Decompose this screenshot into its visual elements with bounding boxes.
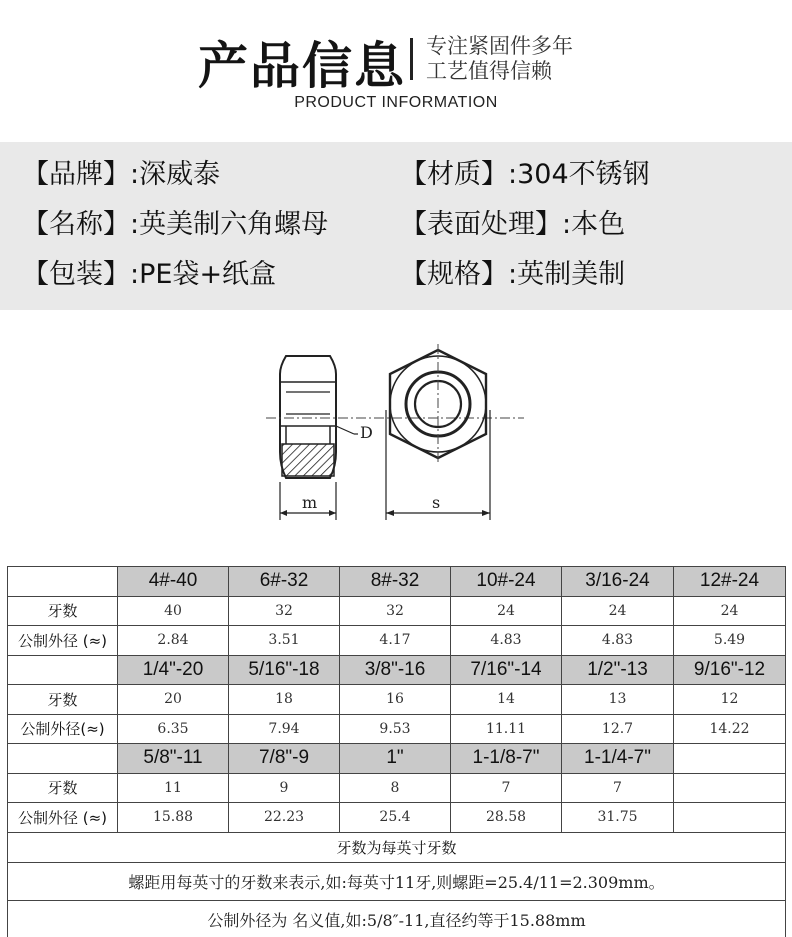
slogan: [426, 34, 573, 84]
diameter-cell: 11.11: [451, 714, 562, 744]
note-pitch-explanation: 螺距用每英寸的牙数来表示,如:每英寸11牙,则螺距=25.4/11=2.309mm。: [8, 862, 786, 900]
diameter-cell: 6.35: [118, 714, 229, 744]
info-brand: 【品牌】:深威泰: [22, 159, 221, 190]
empty-cell: [674, 803, 786, 833]
corner-cell: [8, 744, 118, 774]
size-row: [8, 655, 786, 685]
size-cell: 1/4"-20: [118, 655, 229, 685]
teeth-cell: 14: [451, 685, 562, 715]
row-label-diameter: 公制外径(≈): [8, 714, 118, 744]
spec-table: [7, 566, 786, 937]
diameter-cell: 9.53: [340, 714, 451, 744]
nut-side-view: [280, 356, 358, 520]
size-cell: 7/8"-9: [229, 744, 340, 774]
teeth-cell: 11: [118, 773, 229, 803]
product-info-panel: [0, 142, 792, 310]
size-cell: 7/16"-14: [451, 655, 562, 685]
size-cell: 12#-24: [674, 567, 786, 597]
teeth-cell: 40: [118, 596, 229, 626]
label-s: s: [432, 493, 441, 512]
size-cell: 1/2"-13: [562, 655, 674, 685]
diameter-cell: 7.94: [229, 714, 340, 744]
teeth-cell: 7: [562, 773, 674, 803]
teeth-cell: 12: [674, 685, 786, 715]
diameter-cell: 25.4: [340, 803, 451, 833]
teeth-row: [8, 773, 786, 803]
page-subtitle: PRODUCT INFORMATION: [294, 94, 498, 111]
info-packaging: 【包装】:PE袋+纸盒: [22, 259, 277, 290]
diameter-row: [8, 803, 786, 833]
corner-cell: [8, 655, 118, 685]
slogan-line-1: 专注紧固件多年: [426, 34, 573, 58]
teeth-cell: 20: [118, 685, 229, 715]
row-label-teeth: 牙数: [8, 596, 118, 626]
teeth-cell: 24: [674, 596, 786, 626]
teeth-cell: 18: [229, 685, 340, 715]
diameter-cell: 4.17: [340, 626, 451, 656]
size-cell: 3/16-24: [562, 567, 674, 597]
diameter-row: [8, 626, 786, 656]
diameter-cell: 22.23: [229, 803, 340, 833]
label-d: D: [360, 423, 373, 442]
diameter-cell: 5.49: [674, 626, 786, 656]
size-row: [8, 744, 786, 774]
teeth-cell: 8: [340, 773, 451, 803]
diameter-cell: 2.84: [118, 626, 229, 656]
corner-cell: [8, 567, 118, 597]
info-material: 【材质】:304不锈钢: [400, 159, 650, 190]
teeth-row: [8, 596, 786, 626]
note-row: [8, 900, 786, 937]
slogan-line-2: 工艺值得信赖: [426, 59, 552, 83]
diameter-cell: 4.83: [562, 626, 674, 656]
teeth-row: [8, 685, 786, 715]
diameter-cell: 12.7: [562, 714, 674, 744]
row-label-teeth: 牙数: [8, 773, 118, 803]
size-cell: 8#-32: [340, 567, 451, 597]
diameter-cell: 15.88: [118, 803, 229, 833]
teeth-cell: 24: [562, 596, 674, 626]
diameter-row: [8, 714, 786, 744]
size-cell: 1": [340, 744, 451, 774]
size-cell: 1-1/8-7": [451, 744, 562, 774]
info-surface: 【表面处理】:本色: [400, 209, 626, 240]
page-title: 产品信息: [198, 37, 406, 95]
size-cell: 5/8"-11: [118, 744, 229, 774]
note-row: [8, 832, 786, 862]
size-row: [8, 567, 786, 597]
diameter-cell: 28.58: [451, 803, 562, 833]
size-cell: 3/8"-16: [340, 655, 451, 685]
teeth-cell: 7: [451, 773, 562, 803]
teeth-cell: 16: [340, 685, 451, 715]
note-diameter-explanation: 公制外径为 名义值,如:5/8″-11,直径约等于15.88mm: [8, 900, 786, 937]
teeth-cell: 9: [229, 773, 340, 803]
row-label-diameter: 公制外径 (≈): [8, 626, 118, 656]
teeth-cell: 13: [562, 685, 674, 715]
size-cell: 1-1/4-7": [562, 744, 674, 774]
empty-cell: [674, 773, 786, 803]
note-teeth-definition: 牙数为每英寸牙数: [8, 832, 786, 862]
info-spec: 【规格】:英制美制: [400, 259, 626, 290]
teeth-cell: 32: [229, 596, 340, 626]
label-m: m: [302, 493, 318, 512]
row-label-diameter: 公制外径 (≈): [8, 803, 118, 833]
size-cell: 6#-32: [229, 567, 340, 597]
diameter-cell: 14.22: [674, 714, 786, 744]
size-cell: 4#-40: [118, 567, 229, 597]
row-label-teeth: 牙数: [8, 685, 118, 715]
teeth-cell: 24: [451, 596, 562, 626]
diameter-cell: 3.51: [229, 626, 340, 656]
note-row: [8, 862, 786, 900]
size-cell: 5/16"-18: [229, 655, 340, 685]
teeth-cell: 32: [340, 596, 451, 626]
diameter-cell: 4.83: [451, 626, 562, 656]
size-cell: 9/16"-12: [674, 655, 786, 685]
size-cell: 10#-24: [451, 567, 562, 597]
hex-nut-drawing: [262, 330, 532, 530]
info-name: 【名称】:英美制六角螺母: [22, 209, 329, 240]
empty-cell: [674, 744, 786, 774]
diameter-cell: 31.75: [562, 803, 674, 833]
title-divider: [410, 38, 413, 80]
page-header: [0, 0, 792, 142]
